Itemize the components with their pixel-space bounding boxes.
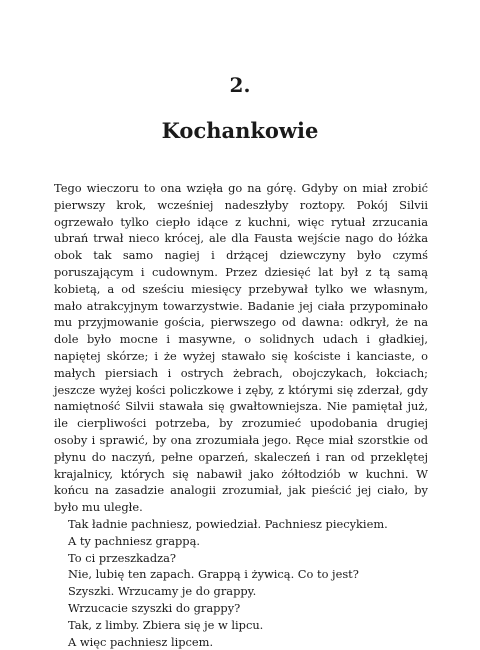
dialogue-line: Wrzucacie szyszki do grappy?	[68, 600, 241, 615]
chapter-body	[54, 180, 428, 650]
dialogue-line: To ci przeszkadza?	[68, 550, 177, 565]
chapter-title: Kochankowie	[161, 118, 319, 143]
dialogue-line: A więc pachniesz lipcem.	[68, 634, 214, 649]
dialogue-line: A ty pachniesz grappą.	[68, 533, 200, 548]
chapter-number: 2.	[229, 73, 251, 97]
dialogue-line: Tak, z limby. Zbiera się je w lipcu.	[68, 617, 264, 632]
dialogue-line: Nie, lubię ten zapach. Grappą i żywicą. Co to jest?	[68, 567, 359, 582]
dialogue-line: Szyszki. Wrzucamy je do grappy.	[68, 584, 257, 599]
opening-paragraph: Tego wieczoru to ona wzięła go na górę. Gdyby on miał zrobić pierwszy krok, wcześniej nadeszłyby roztopy. Pokój Silvii ogrzewało tylko ciepło idące z kuchni, więc rytuał zrzucania ubrań trwał nieco krócej, ale dla Fausta wejście nago do łóżka obok tak samo nagiej i drżącej dziewczyny było czymś poruszającym i cudownym. Przez dziesięć lat był z tą samą kobietą, a od sześciu miesięcy przebywał tylko we własnym, mało atrakcyjnym towarzystwie. Badanie jej ciała przypominało mu przyjmowanie gościa, pierwszego od dawna: odkrył, że na dole było mocne i masywne, o solidnych udach i gładkiej, napiętej skórze; i że wyżej stawało się kościste i kanciaste, o małych piersiach i ostrych żebrach, obojczykach, łokciach; jeszcze wyżej kości policzkowe i zęby, z którymi się zderzał, gdy namiętność Silvii stawała się gwałtowniejsza. Nie pamiętał już, ile cierpliwości potrzeba, by zrozumieć upodobania drugiej osoby i sprawić, by ona zrozumiała jego. Ręce miał szorstkie od płynu do naczyń, pełne oparzeń, skaleczeń i ran od przeklętej krajalnicy, których się nabawił jako żółtodziób w kuchni. W końcu na zasadzie analogii zrozumiał, jak pieścić jej ciało, by było mu uległe.	[54, 181, 428, 515]
dialogue-line: Tak ładnie pachniesz, powiedział. Pachniesz piecykiem.	[68, 516, 388, 531]
